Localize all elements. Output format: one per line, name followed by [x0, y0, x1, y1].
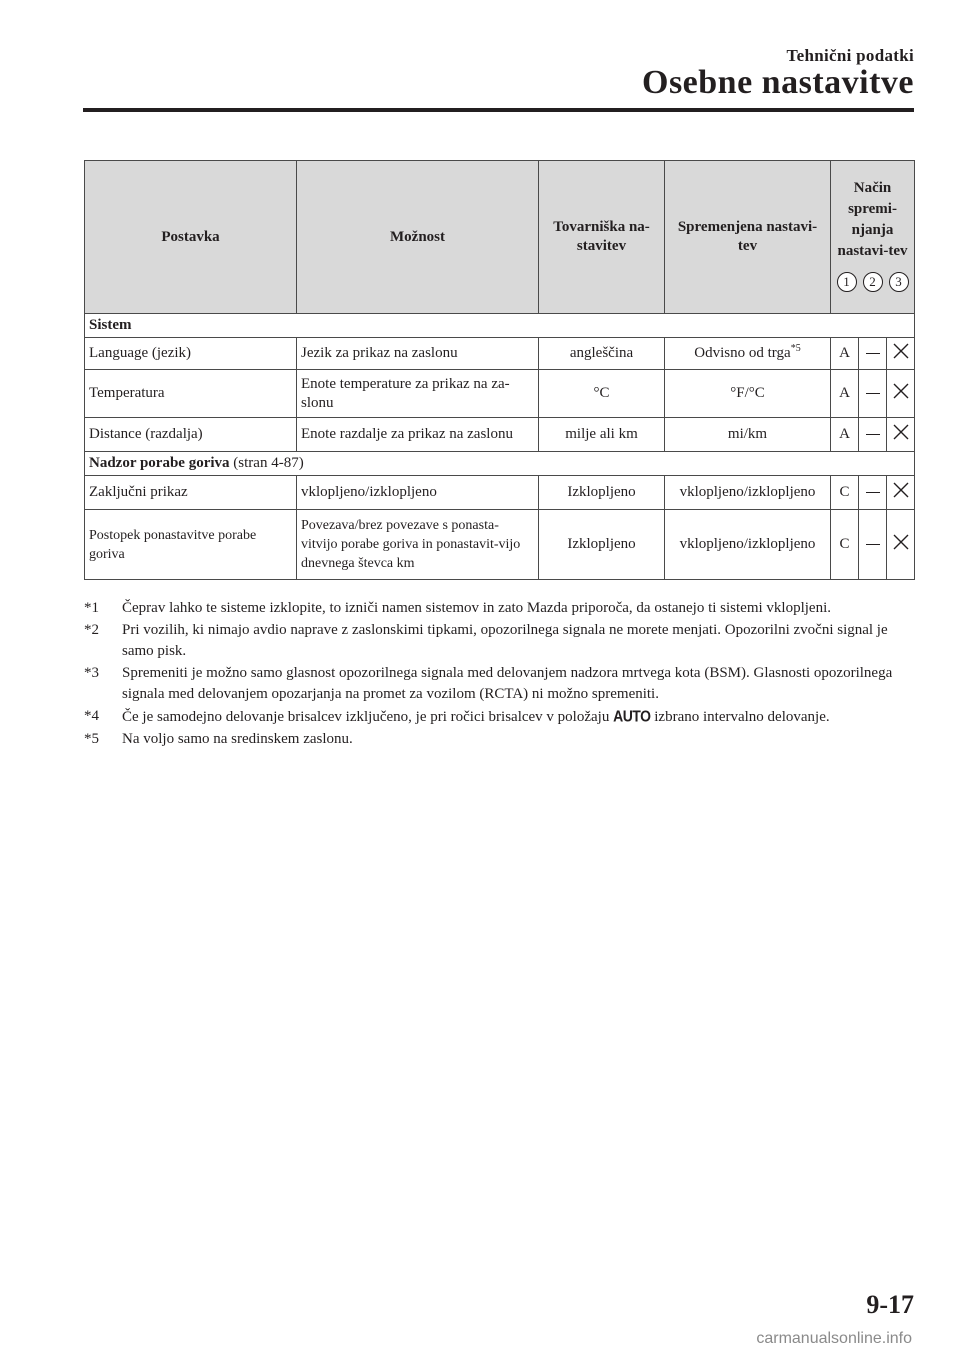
cell-method-2: [859, 418, 887, 452]
footnote-ref: *5: [790, 343, 801, 354]
cell-method-2: [859, 476, 887, 510]
not-available-icon: [892, 382, 910, 400]
circled-number-icon: 2: [863, 272, 883, 292]
not-available-icon: [892, 533, 910, 551]
dash-icon: [866, 393, 880, 394]
cell-method-1: C: [831, 476, 859, 510]
footnote-text: Če je samodejno delovanje brisalcev izključeno, je pri ročici brisalcev v položaju AUTO izbrano intervalno delovanje.: [122, 706, 914, 728]
dash-icon: [866, 353, 880, 354]
cell-factory: angleščina: [539, 338, 665, 370]
column-header-method: [831, 161, 915, 314]
footnote-item: [84, 620, 914, 662]
cell-option: Povezava/brez povezave s ponasta-vitvijo porabe goriva in ponastavit-vijo dnevnega števca km: [297, 510, 539, 580]
settings-table: [84, 160, 915, 580]
page-title: Osebne nastavitve: [642, 64, 914, 101]
cell-factory: Izklopljeno: [539, 476, 665, 510]
cell-changed: vklopljeno/izklopljeno: [665, 510, 831, 580]
section-row: [85, 314, 915, 338]
footnote-item: [84, 729, 914, 750]
cell-method-3: [887, 370, 915, 418]
cell-option: Jezik za prikaz na zaslonu: [297, 338, 539, 370]
section-title-fuel: Nadzor porabe goriva (stran 4-87): [85, 452, 915, 476]
footnote-mark: *1: [84, 600, 99, 616]
footnote-item: [84, 598, 914, 619]
table-row: [85, 418, 915, 452]
dash-icon: [866, 492, 880, 493]
page-number: 9-17: [866, 1290, 914, 1319]
cell-method-1: A: [831, 418, 859, 452]
not-available-icon: [892, 423, 910, 441]
footnote-mark: *2: [84, 622, 99, 638]
cell-changed: °F/°C: [665, 370, 831, 418]
cell-factory: °C: [539, 370, 665, 418]
circled-number-icon: 3: [889, 272, 909, 292]
cell-factory: Izklopljeno: [539, 510, 665, 580]
cell-setting: Distance (razdalja): [85, 418, 297, 452]
cell-method-3: [887, 476, 915, 510]
footnote-item: [84, 706, 914, 728]
auto-wiper-icon: AUTO: [613, 707, 651, 725]
cell-method-1: C: [831, 510, 859, 580]
cell-method-2: [859, 338, 887, 370]
not-available-icon: [892, 481, 910, 499]
cell-changed: vklopljeno/izklopljeno: [665, 476, 831, 510]
column-header-option: Možnost: [297, 161, 539, 314]
column-header-factory: Tovarniška na-stavitev: [539, 161, 665, 314]
cell-method-3: [887, 510, 915, 580]
cell-setting: Temperatura: [85, 370, 297, 418]
footnote-text: Čeprav lahko te sisteme izklopite, to izniči namen sistemov in zato Mazda priporoča, da ostanejo ti sistemi vklopljeni.: [122, 600, 831, 616]
cell-option: vklopljeno/izklopljeno: [297, 476, 539, 510]
section-header: Tehnični podatki: [786, 46, 914, 65]
circled-number-icon: 1: [837, 272, 857, 292]
column-header-setting: Postavka: [85, 161, 297, 314]
cell-setting: Postopek ponastavitve porabe goriva: [85, 510, 297, 580]
footnote-text: Na voljo samo na sredinskem zaslonu.: [122, 731, 353, 747]
cell-method-2: [859, 370, 887, 418]
cell-setting: Language (jezik): [85, 338, 297, 370]
dash-icon: [866, 434, 880, 435]
not-available-icon: [892, 342, 910, 360]
cell-setting: Zaključni prikaz: [85, 476, 297, 510]
header-divider: [83, 108, 914, 112]
watermark: carmanualsonline.info: [756, 1330, 912, 1347]
footnote-mark: *3: [84, 665, 99, 681]
cell-method-3: [887, 418, 915, 452]
table-row: [85, 510, 915, 580]
dash-icon: [866, 544, 880, 545]
footnote-text: Spremeniti je možno samo glasnost opozorilnega signala med delovanjem nadzora mrtvega kota (BSM). Glasnosti opozorilnega signala med delovanjem opozarjanja na promet za vozilom (RCTA) ni možno spremeniti.: [122, 665, 893, 702]
footnote-text: Pri vozilih, ki nimajo avdio naprave z zaslonskimi tipkami, opozorilnega signala ne morete menjati. Opozorilni zvočni signal je samo pisk.: [122, 622, 888, 659]
page-reference: (stran 4-87): [233, 455, 304, 471]
cell-method-3: [887, 338, 915, 370]
cell-changed: Odvisno od trga$^{*5}$: [665, 338, 831, 370]
cell-factory: milje ali km: [539, 418, 665, 452]
cell-method-1: A: [831, 370, 859, 418]
table-row: [85, 476, 915, 510]
method-title: Način spremi-njanja nastavi-tev: [837, 180, 908, 259]
cell-method-1: A: [831, 338, 859, 370]
cell-method-2: [859, 510, 887, 580]
cell-changed: mi/km: [665, 418, 831, 452]
footnote-mark: *5: [84, 731, 99, 747]
footnote-mark: *4: [84, 708, 99, 724]
section-row: [85, 452, 915, 476]
method-numbers: [835, 268, 910, 298]
cell-option: Enote razdalje za prikaz na zaslonu: [297, 418, 539, 452]
column-header-changed: Spremenjena nastavi-tev: [665, 161, 831, 314]
table-row: [85, 338, 915, 370]
table-header-row: [85, 161, 915, 314]
table-row: [85, 370, 915, 418]
cell-option: Enote temperature za prikaz na za-slonu: [297, 370, 539, 418]
section-title-sistem: Sistem: [85, 314, 915, 338]
footnote-item: [84, 663, 914, 705]
footnotes: [84, 598, 914, 751]
